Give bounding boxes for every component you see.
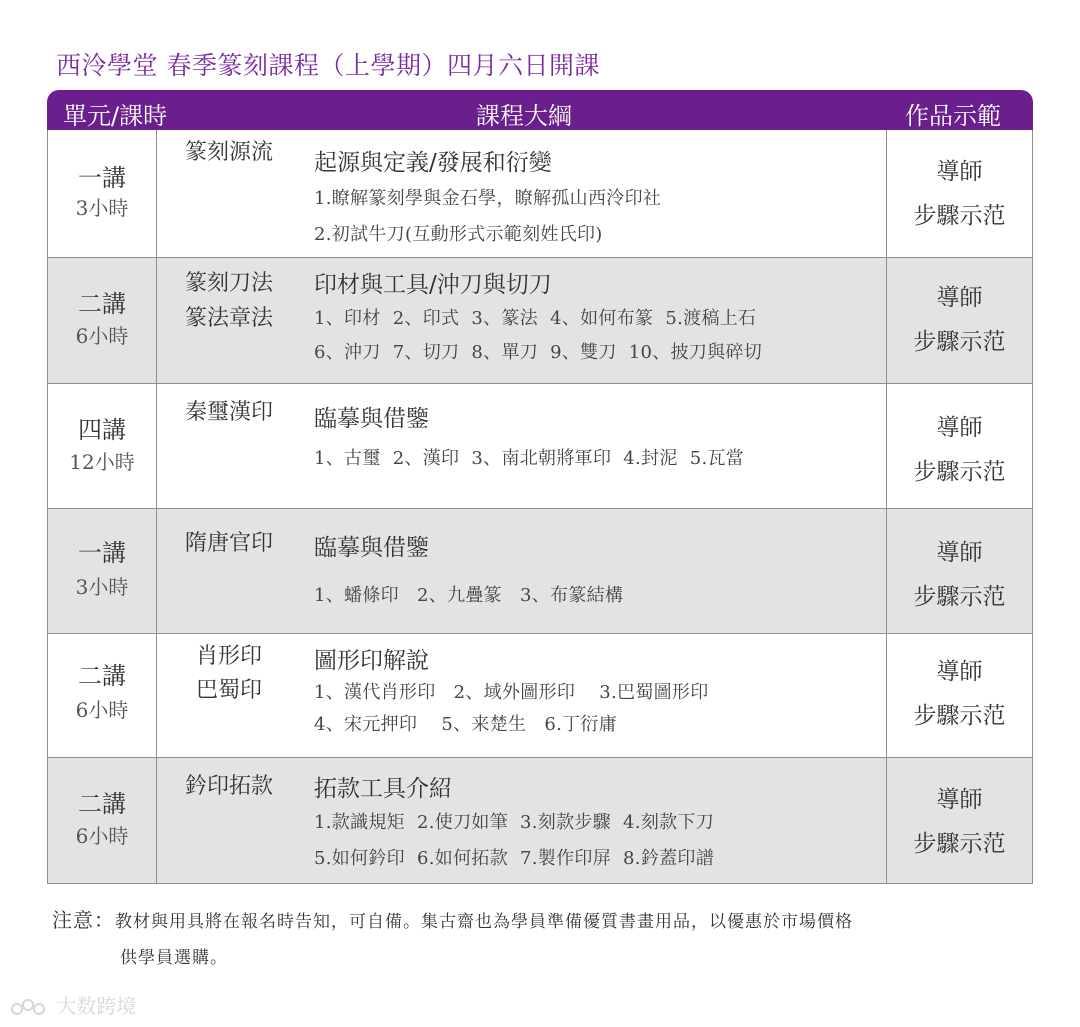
demo-line: 導師 [936, 285, 983, 311]
header-outline: 課程大綱 [476, 102, 572, 130]
watermark [10, 990, 136, 1019]
demo-line: 導師 [936, 415, 983, 441]
table-row [47, 509, 1033, 634]
unit-hours: 6小時 [75, 698, 129, 722]
unit-label: 二講 [78, 790, 126, 818]
course-table [47, 90, 1033, 884]
outline-heading: 圖形印解說 [314, 648, 429, 674]
demo-line: 步驟示范 [913, 584, 1006, 610]
watermark-logo-icon [10, 997, 50, 1019]
notice-label: 注意： [52, 908, 115, 932]
header-unit: 單元/課時 [63, 102, 168, 130]
outline-heading: 起源與定義/發展和衍變 [314, 150, 552, 176]
page-title: 西泠學堂 春季篆刻課程（上學期）四月六日開課 [56, 51, 600, 80]
topic-line: 鈐印拓款 [184, 774, 273, 799]
demo-line: 導師 [936, 787, 983, 813]
outline-item: 1、蟠條印 2、九疊篆 3、布篆結構 [314, 585, 624, 606]
topic-line: 巴蜀印 [195, 678, 262, 703]
outline-item: 1、古璽 2、漢印 3、南北朝將軍印 4.封泥 5.瓦當 [314, 448, 745, 469]
notice [52, 902, 1042, 976]
table-row [47, 634, 1033, 758]
table-row [47, 758, 1033, 884]
outline-heading: 拓款工具介紹 [314, 776, 452, 802]
outline-item: 2.初試牛刀(互動形式示範刻姓氏印) [314, 224, 603, 245]
outline-item: 1、印材 2、印式 3、篆法 4、如何布篆 5.渡稿上石 [314, 308, 757, 329]
outline-heading: 臨摹與借鑒 [314, 406, 429, 432]
unit-label: 二講 [78, 290, 126, 318]
unit-hours: 3小時 [75, 575, 129, 599]
outline-item: 5.如何鈐印 6.如何拓款 7.製作印屏 8.鈐蓋印譜 [314, 848, 715, 869]
unit-label: 一講 [78, 164, 126, 192]
topic-line: 篆刻刀法 [184, 271, 273, 296]
unit-hours: 6小時 [75, 324, 129, 348]
notice-text-continued: 供學員選購。 [120, 948, 228, 968]
table-row [47, 258, 1033, 384]
table-row [47, 384, 1033, 509]
outline-item: 4、宋元押印 5、来楚生 6.丁衍庸 [314, 714, 618, 735]
watermark-text: 大数跨境 [56, 994, 137, 1018]
unit-hours: 12小時 [69, 450, 135, 474]
unit-label: 二講 [78, 662, 126, 690]
demo-line: 步驟示范 [913, 831, 1006, 857]
outline-item: 1、漢代肖形印 2、域外圖形印 3.巴蜀圖形印 [314, 682, 709, 703]
unit-label: 一講 [78, 539, 126, 567]
table-header [47, 90, 1033, 130]
demo-line: 步驟示范 [913, 203, 1006, 229]
demo-line: 導師 [936, 659, 983, 685]
demo-line: 導師 [936, 159, 983, 185]
unit-hours: 6小時 [75, 824, 129, 848]
outline-item: 6、沖刀 7、切刀 8、單刀 9、雙刀 10、披刀與碎切 [314, 342, 763, 363]
notice-text: 教材與用具將在報名時告知，可自備。集古齋也為學員準備優質書畫用品，以優惠於市場價格 [115, 912, 853, 932]
topic-line: 隋唐官印 [184, 531, 273, 556]
demo-line: 步驟示范 [913, 459, 1006, 485]
unit-label: 四講 [78, 416, 126, 444]
table-row [47, 130, 1033, 258]
topic-line: 肖形印 [195, 644, 262, 669]
outline-heading: 印材與工具/沖刀與切刀 [314, 272, 552, 298]
demo-line: 步驟示范 [913, 703, 1006, 729]
topic-line: 篆法章法 [184, 306, 273, 331]
topic-line: 篆刻源流 [184, 140, 273, 165]
demo-line: 步驟示范 [913, 329, 1006, 355]
outline-item: 1.款識規矩 2.使刀如筆 3.刻款步驟 4.刻款下刀 [314, 812, 715, 833]
demo-line: 導師 [936, 540, 983, 566]
outline-heading: 臨摹與借鑒 [314, 535, 429, 561]
header-demo: 作品示範 [905, 102, 1001, 130]
outline-item: 1.瞭解篆刻學與金石學，瞭解孤山西泠印社 [314, 188, 662, 209]
unit-hours: 3小時 [75, 196, 129, 220]
topic-line: 秦璽漢印 [184, 400, 273, 425]
